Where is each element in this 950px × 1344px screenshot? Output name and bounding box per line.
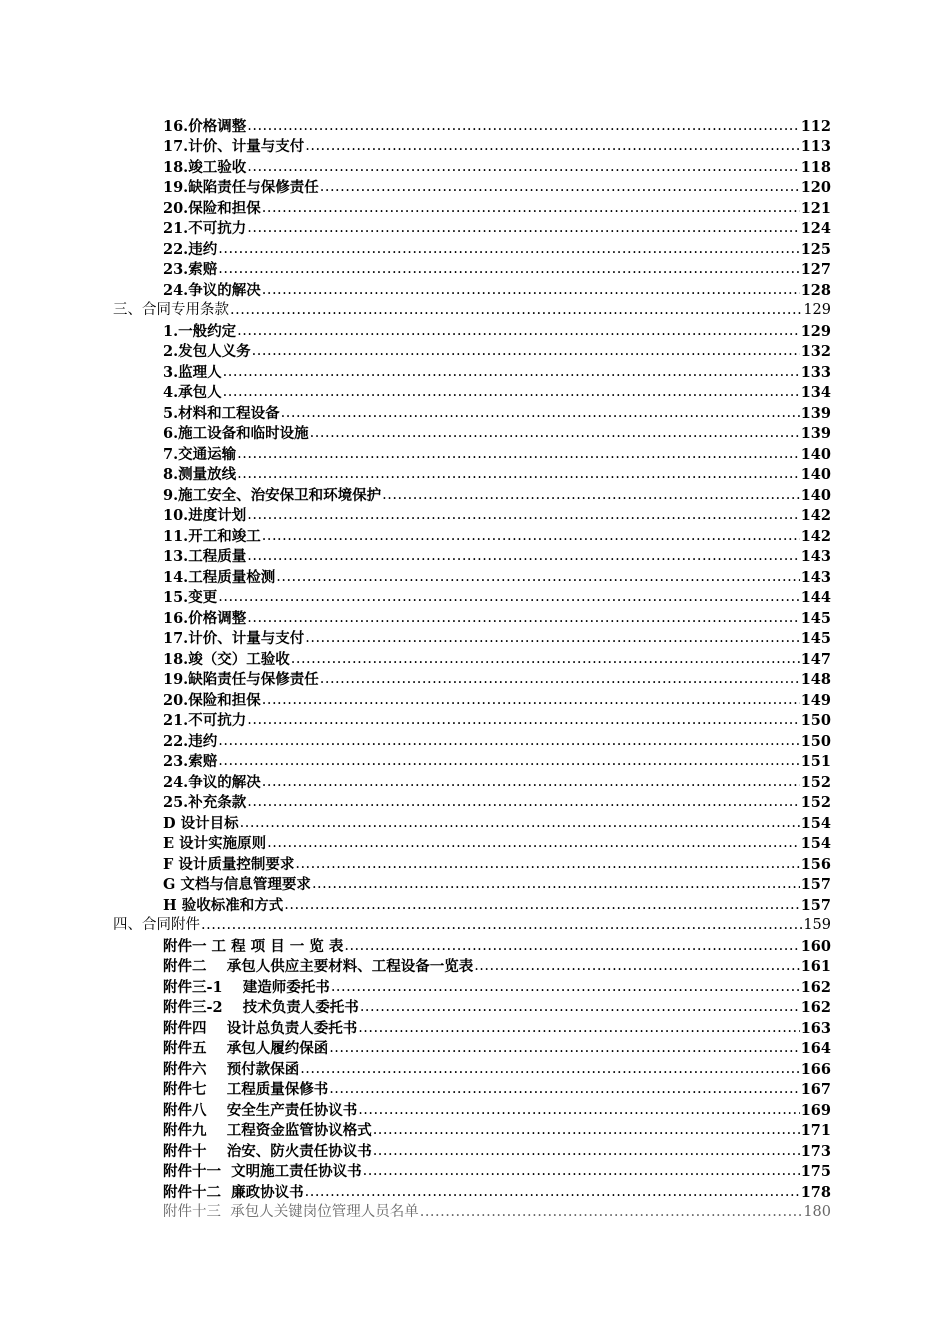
toc-entry-title: G 文档与信息管理要求 [163, 876, 311, 893]
toc-entry-page-number: 140 [800, 486, 831, 504]
dot-leader [223, 384, 800, 401]
toc-entry-page-number: 145 [800, 609, 831, 627]
toc-entry[interactable] [0, 299, 950, 320]
toc-entry-page-number: 161 [800, 958, 831, 975]
toc-entry-title: 3.监理人 [163, 363, 222, 381]
toc-entry[interactable] [0, 524, 950, 545]
dot-leader [358, 1102, 800, 1119]
toc-entry-title: 17.计价、计量与支付 [163, 630, 305, 647]
toc-entry-page-number: 144 [800, 589, 831, 606]
toc-entry-title: 15.变更 [163, 589, 218, 606]
toc-entry-page-number: 164 [800, 1040, 831, 1057]
dot-leader [247, 507, 799, 524]
toc-entry[interactable] [0, 504, 950, 525]
toc-entry-title: 附件九 工程资金监管协议格式 [163, 1122, 372, 1139]
dot-leader [237, 323, 800, 340]
dot-leader [262, 692, 800, 709]
toc-entry-title: D 设计目标 [163, 814, 239, 832]
toc-entry[interactable] [0, 1160, 950, 1181]
dot-leader [420, 1204, 803, 1221]
toc-entry-page-number: 142 [800, 527, 831, 545]
toc-entry-page-number: 156 [800, 855, 831, 873]
toc-entry[interactable] [0, 1201, 950, 1222]
toc-entry-title: 23.索赔 [163, 261, 218, 278]
toc-entry[interactable] [0, 811, 950, 832]
toc-entry[interactable] [0, 176, 950, 197]
toc-entry-page-number: 113 [800, 138, 831, 155]
dot-leader [247, 159, 799, 176]
toc-entry-page-number: 159 [803, 917, 831, 933]
toc-entry[interactable] [0, 709, 950, 730]
toc-entry-page-number: 121 [800, 199, 831, 217]
toc-entry-page-number: 139 [800, 425, 831, 442]
toc-entry-title: 10.进度计划 [163, 507, 247, 524]
toc-entry-page-number: 152 [800, 773, 831, 791]
toc-entry[interactable] [0, 340, 950, 361]
toc-entry[interactable] [0, 688, 950, 709]
toc-entry[interactable] [0, 258, 950, 279]
toc-entry[interactable] [0, 1057, 950, 1078]
dot-leader [300, 1061, 800, 1078]
dot-leader [218, 261, 799, 278]
toc-entry-title: 附件十 治安、防火责任协议书 [163, 1142, 372, 1160]
toc-entry-page-number: 166 [800, 1060, 831, 1078]
toc-entry-page-number: 160 [800, 937, 831, 955]
toc-entry[interactable] [0, 545, 950, 566]
dot-leader [237, 466, 800, 483]
toc-entry-title: 附件一 工 程 项 目 一 览 表 [163, 937, 344, 955]
toc-entry-title: 19.缺陷责任与保修责任 [163, 671, 319, 688]
toc-entry[interactable] [0, 647, 950, 668]
toc-entry-page-number: 147 [800, 650, 831, 668]
toc-entry-title: 16.价格调整 [163, 609, 247, 627]
toc-entry-title: 1.一般约定 [163, 322, 237, 340]
toc-entry-title: 7.交通运输 [163, 445, 237, 463]
dot-leader [312, 876, 800, 893]
toc-entry[interactable] [0, 852, 950, 873]
toc-entry[interactable] [0, 1119, 950, 1140]
toc-entry-title: 9.施工安全、治安保卫和环境保护 [163, 486, 382, 504]
dot-leader [267, 835, 800, 852]
toc-entry-title: 四、合同附件 [113, 917, 200, 933]
toc-entry-title: 18.竣工验收 [163, 158, 247, 176]
toc-entry-title: 附件六 预付款保函 [163, 1060, 300, 1078]
dot-leader [281, 405, 800, 422]
toc-entry[interactable] [0, 873, 950, 894]
toc-entry-page-number: 148 [800, 671, 831, 688]
toc-entry-page-number: 154 [800, 814, 831, 832]
dot-leader [360, 999, 800, 1016]
toc-entry[interactable] [0, 586, 950, 607]
toc-entry-title: 13.工程质量 [163, 548, 247, 565]
toc-entry-page-number: 140 [800, 466, 831, 483]
toc-entry-page-number: 167 [800, 1081, 831, 1098]
dot-leader [305, 630, 799, 647]
toc-entry-page-number: 163 [800, 1019, 831, 1037]
dot-leader [373, 1122, 800, 1139]
toc-entry-page-number: 162 [800, 978, 831, 996]
dot-leader [252, 343, 800, 360]
toc-entry-page-number: 171 [800, 1122, 831, 1139]
dot-leader [218, 589, 799, 606]
toc-entry-title: 附件五 承包人履约保函 [163, 1040, 329, 1057]
toc-entry[interactable] [0, 1098, 950, 1119]
toc-entry[interactable] [0, 483, 950, 504]
dot-leader [237, 446, 800, 463]
toc-entry-title: 16.价格调整 [163, 117, 247, 135]
toc-entry-page-number: 112 [800, 117, 831, 135]
dot-leader [284, 897, 799, 914]
dot-leader [331, 979, 800, 996]
dot-leader [262, 282, 800, 299]
toc-entry[interactable] [0, 135, 950, 156]
toc-entry-title: 17.计价、计量与支付 [163, 138, 305, 155]
toc-entry[interactable] [0, 155, 950, 176]
toc-entry[interactable] [0, 217, 950, 238]
toc-entry[interactable] [0, 422, 950, 443]
toc-entry-title: 22.违约 [163, 732, 218, 750]
toc-entry[interactable] [0, 1139, 950, 1160]
toc-entry-page-number: 142 [800, 507, 831, 524]
dot-leader [247, 712, 799, 729]
toc-entry[interactable] [0, 319, 950, 340]
dot-leader [276, 569, 799, 586]
dot-leader [320, 179, 800, 196]
toc-entry[interactable] [0, 996, 950, 1017]
dot-leader [223, 364, 800, 381]
toc-entry-page-number: 139 [800, 404, 831, 422]
toc-entry[interactable] [0, 463, 950, 484]
toc-entry-title: 25.补充条款 [163, 794, 247, 811]
toc-entry-title: 24.争议的解决 [163, 773, 261, 791]
toc-entry-page-number: 129 [800, 322, 831, 340]
dot-leader [218, 733, 799, 750]
toc-entry-page-number: 150 [800, 732, 831, 750]
toc-entry[interactable] [0, 955, 950, 976]
toc-entry[interactable] [0, 114, 950, 135]
dot-leader [363, 1163, 800, 1180]
toc-entry[interactable] [0, 770, 950, 791]
dot-leader [358, 1020, 800, 1037]
toc-entry[interactable] [0, 381, 950, 402]
toc-entry-page-number: 152 [800, 794, 831, 811]
dot-leader [305, 138, 799, 155]
toc-entry-title: H 验收标准和方式 [163, 896, 284, 914]
toc-entry[interactable] [0, 729, 950, 750]
toc-entry-title: 19.缺陷责任与保修责任 [163, 179, 319, 196]
toc-entry-page-number: 157 [800, 876, 831, 893]
toc-entry-page-number: 140 [800, 445, 831, 463]
toc-entry-title: 附件十二 廉政协议书 [163, 1183, 304, 1201]
toc-entry[interactable] [0, 750, 950, 771]
toc-entry-page-number: 178 [800, 1183, 831, 1201]
toc-entry-page-number: 134 [800, 384, 831, 401]
toc-entry-page-number: 150 [800, 712, 831, 729]
toc-entry-page-number: 128 [800, 281, 831, 299]
dot-leader [320, 671, 800, 688]
toc-entry[interactable] [0, 237, 950, 258]
toc-entry[interactable] [0, 975, 950, 996]
toc-entry-page-number: 127 [800, 261, 831, 278]
toc-entry-title: 附件四 设计总负责人委托书 [163, 1019, 358, 1037]
toc-entry-page-number: 154 [800, 835, 831, 852]
dot-leader [344, 938, 799, 955]
toc-entry-page-number: 151 [800, 753, 831, 770]
toc-entry-page-number: 173 [800, 1142, 831, 1160]
toc-entry-title: 附件三-1 建造师委托书 [163, 978, 330, 996]
dot-leader [310, 425, 800, 442]
toc-entry-title: 附件十三 承包人关键岗位管理人员名单 [163, 1204, 419, 1220]
toc-entry-title: 附件七 工程质量保修书 [163, 1081, 329, 1098]
toc-entry[interactable] [0, 627, 950, 648]
toc-entry-page-number: 129 [803, 302, 831, 318]
dot-leader [262, 528, 800, 545]
toc-entry-title: 5.材料和工程设备 [163, 404, 280, 422]
dot-leader [262, 774, 800, 791]
toc-entry-title: 20.保险和担保 [163, 691, 261, 709]
toc-entry[interactable] [0, 606, 950, 627]
dot-leader [291, 651, 800, 668]
toc-entry[interactable] [0, 668, 950, 689]
toc-entry-page-number: 169 [800, 1101, 831, 1119]
toc-entry[interactable] [0, 832, 950, 853]
toc-entry-title: F 设计质量控制要求 [163, 855, 295, 873]
toc-entry-page-number: 124 [800, 220, 831, 237]
toc-entry-title: 8.测量放线 [163, 466, 237, 483]
toc-entry-page-number: 125 [800, 240, 831, 258]
toc-entry-page-number: 175 [800, 1163, 831, 1180]
dot-leader [247, 794, 799, 811]
toc-entry-title: 21.不可抗力 [163, 220, 247, 237]
toc-entry-page-number: 132 [800, 343, 831, 360]
dot-leader [262, 200, 800, 217]
toc-entry-title: 2.发包人义务 [163, 343, 251, 360]
dot-leader [218, 241, 799, 258]
toc-entry[interactable] [0, 278, 950, 299]
toc-entry[interactable] [0, 1180, 950, 1201]
dot-leader [240, 815, 800, 832]
dot-leader [329, 1040, 800, 1057]
toc-entry-page-number: 180 [803, 1204, 831, 1220]
toc-entry-title: 附件八 安全生产责任协议书 [163, 1101, 358, 1119]
toc-entry-page-number: 157 [800, 896, 831, 914]
toc-entry-title: 18.竣（交）工验收 [163, 650, 290, 668]
toc-entry[interactable] [0, 1016, 950, 1037]
dot-leader [247, 548, 799, 565]
toc-entry-title: 三、合同专用条款 [113, 302, 229, 318]
dot-leader [247, 118, 799, 135]
dot-leader [230, 302, 802, 319]
toc-entry-page-number: 145 [800, 630, 831, 647]
toc-entry-page-number: 118 [800, 158, 831, 176]
dot-leader [247, 220, 799, 237]
toc-entry-title: 4.承包人 [163, 384, 222, 401]
dot-leader [329, 1081, 800, 1098]
dot-leader [295, 856, 799, 873]
dot-leader [247, 610, 799, 627]
toc-entry-title: 22.违约 [163, 240, 218, 258]
toc-entry-title: 11.开工和竣工 [163, 527, 261, 545]
toc-entry-title: E 设计实施原则 [163, 835, 267, 852]
toc-entry[interactable] [0, 914, 950, 935]
dot-leader [382, 487, 800, 504]
toc-entry[interactable] [0, 791, 950, 812]
toc-entry-title: 20.保险和担保 [163, 199, 261, 217]
toc-entry-title: 14.工程质量检测 [163, 568, 276, 586]
toc-entry-page-number: 162 [800, 999, 831, 1016]
dot-leader [474, 958, 800, 975]
toc-entry-page-number: 143 [800, 568, 831, 586]
toc-entry[interactable] [0, 360, 950, 381]
toc-entry-title: 附件二 承包人供应主要材料、工程设备一览表 [163, 958, 474, 975]
toc-entry-title: 6.施工设备和临时设施 [163, 425, 309, 442]
table-of-contents [0, 114, 950, 1221]
toc-entry[interactable] [0, 893, 950, 914]
toc-entry[interactable] [0, 934, 950, 955]
toc-entry-title: 24.争议的解决 [163, 281, 261, 299]
dot-leader [373, 1143, 800, 1160]
toc-entry[interactable] [0, 442, 950, 463]
toc-entry[interactable] [0, 1078, 950, 1099]
toc-entry-page-number: 149 [800, 691, 831, 709]
toc-entry-title: 23.索赔 [163, 753, 218, 770]
toc-entry-page-number: 133 [800, 363, 831, 381]
toc-entry-title: 附件十一 文明施工责任协议书 [163, 1163, 362, 1180]
toc-entry[interactable] [0, 401, 950, 422]
toc-entry-page-number: 120 [800, 179, 831, 196]
toc-entry-page-number: 143 [800, 548, 831, 565]
dot-leader [201, 917, 802, 934]
toc-entry[interactable] [0, 565, 950, 586]
toc-entry[interactable] [0, 1037, 950, 1058]
toc-entry-title: 21.不可抗力 [163, 712, 247, 729]
toc-entry[interactable] [0, 196, 950, 217]
toc-entry-title: 附件三-2 技术负责人委托书 [163, 999, 359, 1016]
dot-leader [218, 753, 799, 770]
dot-leader [305, 1184, 800, 1201]
